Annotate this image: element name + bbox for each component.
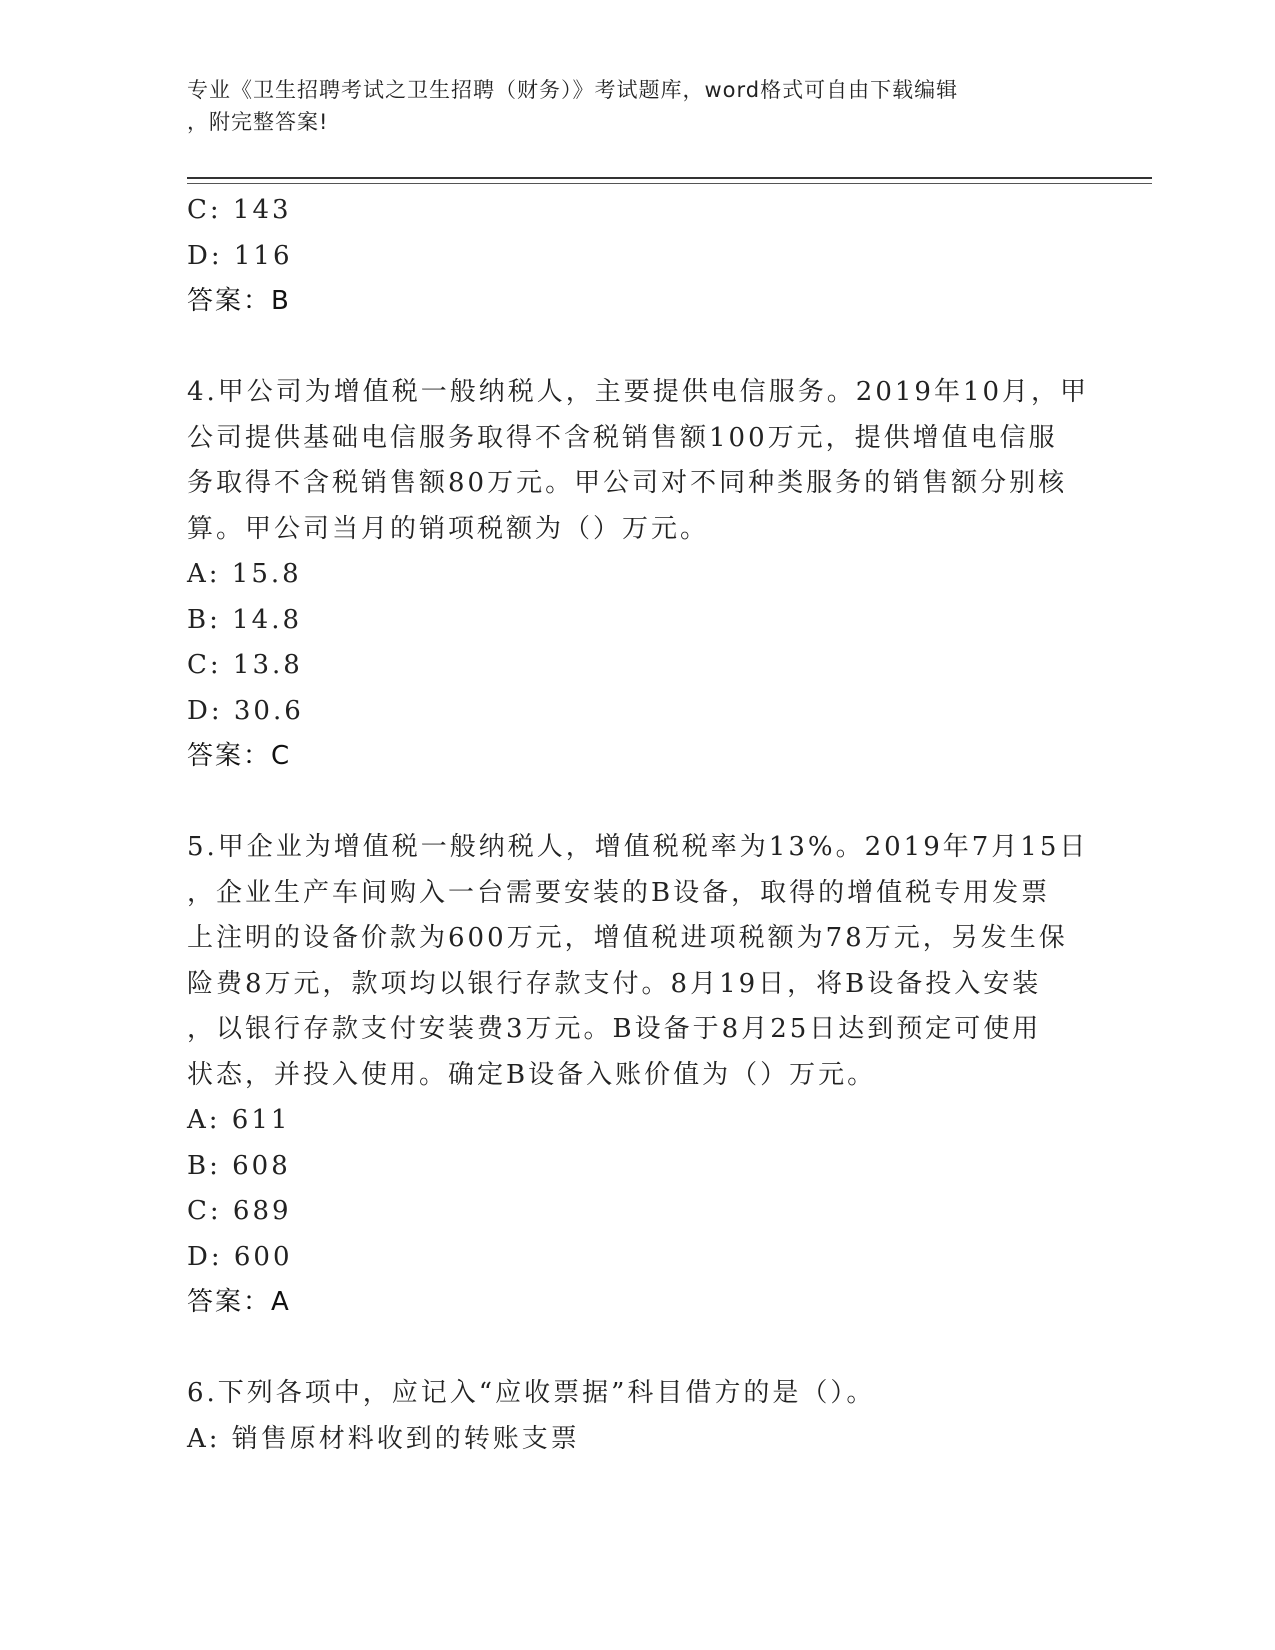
question-stem-line: 6.下列各项中，应记入“应收票据”科目借方的是（）。 — [187, 1378, 876, 1408]
question-stem-line: 务取得不含税销售额80万元。甲公司对不同种类服务的销售额分别核 — [187, 468, 1068, 498]
spacer — [187, 1326, 1087, 1372]
option-c: C: 143 — [187, 195, 292, 225]
header-divider-thick — [187, 177, 1152, 179]
option-a: A: 15.8 — [187, 559, 302, 589]
question-stem-line: 险费8万元，款项均以银行存款支付。8月19日，将B设备投入安装 — [187, 968, 1042, 999]
question-stem-line: ，企业生产车间购入一台需要安装的B设备，取得的增值税专用发票 — [187, 877, 1051, 908]
option-b: B: 608 — [187, 1150, 291, 1181]
answer-line: 答案：B — [187, 286, 291, 316]
option-c: C: 13.8 — [187, 650, 303, 680]
spacer — [187, 780, 1087, 826]
question-stem-line: 5.甲企业为增值税一般纳税人，增值税税率为13%。2019年7月15日 — [187, 832, 1089, 862]
question-stem-line: 公司提供基础电信服务取得不含税销售额100万元，提供增值电信服 — [187, 422, 1058, 453]
question-stem-line: 算。甲公司当月的销项税额为（）万元。 — [187, 513, 710, 544]
spacer — [187, 325, 1087, 371]
answer-line: 答案：A — [187, 1287, 291, 1317]
question-6 — [187, 1371, 1087, 1462]
option-b: B: 14.8 — [187, 604, 303, 635]
question-stem-line: 4.甲公司为增值税一般纳税人，主要提供电信服务。2019年10月，甲 — [187, 377, 1090, 407]
header-line-1: 专业《卫生招聘考试之卫生招聘（财务）》考试题库，word格式可自由下载编辑 — [187, 78, 959, 102]
option-a: A: 611 — [187, 1105, 291, 1135]
option-d: D: 30.6 — [187, 695, 304, 726]
document-body — [187, 188, 1090, 1462]
header-divider-thin — [187, 183, 1152, 184]
option-a: A: 销售原材料收到的转账支票 — [187, 1423, 580, 1454]
question-stem-line: 上注明的设备价款为600万元，增值税进项税额为78万元，另发生保 — [187, 923, 1068, 953]
question-stem-line: 状态，并投入使用。确定B设备入账价值为（）万元。 — [187, 1059, 877, 1090]
question-5 — [187, 825, 1087, 1326]
document-header — [187, 74, 1067, 138]
answer-line: 答案：C — [187, 741, 292, 771]
header-line-2: ，附完整答案! — [187, 110, 329, 134]
option-d: D: 600 — [187, 1241, 293, 1272]
option-c: C: 689 — [187, 1196, 292, 1226]
option-d: D: 116 — [187, 240, 293, 271]
question-4 — [187, 370, 1090, 780]
question-stem-line: ，以银行存款支付安装费3万元。B设备于8月25日达到预定可使用 — [187, 1014, 1042, 1044]
question-3-tail — [187, 188, 1087, 325]
